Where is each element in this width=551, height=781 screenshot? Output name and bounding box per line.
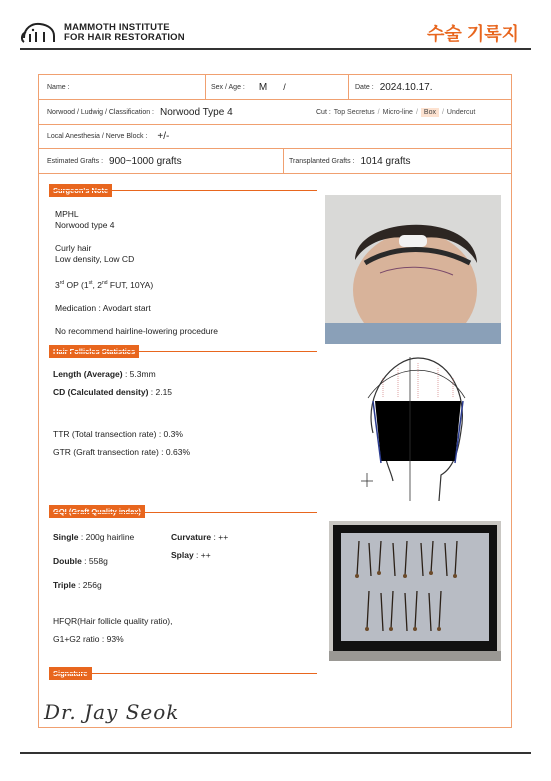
cut-option-box-selected[interactable]: Box	[421, 108, 439, 117]
stat-graft-transection-rate: GTR (Graft transection rate) : 0.63%	[53, 447, 190, 457]
org-line-2: FOR HAIR RESTORATION	[64, 32, 185, 43]
surgery-record-form	[38, 74, 512, 728]
transplanted-grafts-field[interactable]	[289, 149, 411, 173]
form-row-patient	[39, 75, 511, 100]
classification-value: Norwood Type 4	[160, 106, 233, 118]
estimated-grafts-label: Estimated Grafts :	[47, 157, 104, 165]
form-row-classification	[39, 100, 511, 125]
sex-value: M	[258, 81, 268, 93]
document-header	[20, 18, 531, 50]
section-divider	[49, 512, 317, 513]
date-value: 2024.10.17.	[379, 81, 433, 93]
section-divider	[49, 351, 317, 352]
gqi-triple: Triple : 256g	[53, 580, 102, 590]
document-title: 수술 기록지	[427, 24, 519, 44]
form-row-anesthesia	[39, 125, 511, 149]
classification-field[interactable]	[47, 100, 233, 124]
name-label: Name :	[47, 83, 70, 91]
note-recommendation: No recommend hairline-lowering procedure	[55, 326, 218, 336]
gqi-double: Double : 558g	[53, 556, 108, 566]
estimated-grafts-value: 900~1000 grafts	[109, 155, 182, 167]
cut-option-undercut[interactable]: Undercut	[446, 108, 476, 116]
cut-option-top-secretus[interactable]: Top Secretus	[333, 108, 375, 116]
gqi-single: Single : 200g hairline	[53, 532, 135, 542]
grafts-monitor-photo	[329, 521, 501, 661]
head-diagram	[353, 353, 471, 503]
anesthesia-label: Local Anesthesia / Nerve Block :	[47, 133, 148, 140]
form-row-grafts	[39, 149, 511, 174]
note-curly: Curly hair	[55, 243, 92, 253]
name-field[interactable]	[47, 75, 76, 99]
cut-label: Cut :	[316, 108, 331, 116]
cut-option-micro-line[interactable]: Micro-line	[382, 108, 413, 116]
note-mphl: MPHL	[55, 209, 79, 219]
org-line-1: MAMMOTH INSTITUTE	[64, 22, 170, 33]
age-separator: /	[283, 82, 286, 92]
cut-field: Cut : Top Secretus / Micro-line / Box / Undercut	[316, 108, 476, 116]
gqi-splay: Splay : ++	[171, 550, 211, 560]
organization-name	[64, 23, 185, 43]
section-divider	[49, 673, 317, 674]
stat-total-transection-rate: TTR (Total transection rate) : 0.3%	[53, 429, 183, 439]
transplanted-grafts-value: 1014 grafts	[360, 155, 411, 167]
note-density: Low density, Low CD	[55, 254, 135, 264]
note-medication: Medication : Avodart start	[55, 303, 151, 313]
mammoth-logo-icon	[20, 20, 60, 44]
anesthesia-field[interactable]	[47, 125, 169, 148]
estimated-grafts-field[interactable]	[47, 149, 182, 173]
note-operation-history: 3rd OP (1st, 2nd FUT, 10YA)	[55, 279, 154, 290]
gqi-hfqr: HFQR(Hair follicle quality ratio),	[53, 616, 173, 626]
section-divider	[49, 190, 317, 191]
scalp-photo	[325, 195, 501, 344]
sex-age-field[interactable]	[211, 75, 286, 99]
sex-age-label: Sex / Age :	[211, 83, 245, 91]
date-label: Date :	[355, 83, 374, 91]
classification-label: Norwood / Ludwig / Classification :	[47, 108, 154, 116]
note-norwood: Norwood type 4	[55, 220, 115, 230]
date-field[interactable]	[355, 75, 433, 99]
transplanted-grafts-label: Transplanted Grafts :	[289, 157, 355, 165]
gqi-g1g2-ratio: G1+G2 ratio : 93%	[53, 634, 124, 644]
stat-length: Length (Average) : 5.3mm	[53, 369, 156, 379]
surgeon-signature: Dr. Jay Seok	[44, 700, 180, 724]
anesthesia-value: +/-	[157, 131, 170, 142]
gqi-curvature: Curvature : ++	[171, 532, 229, 542]
footer-divider	[20, 752, 531, 754]
stat-calculated-density: CD (Calculated density) : 2.15	[53, 387, 173, 397]
